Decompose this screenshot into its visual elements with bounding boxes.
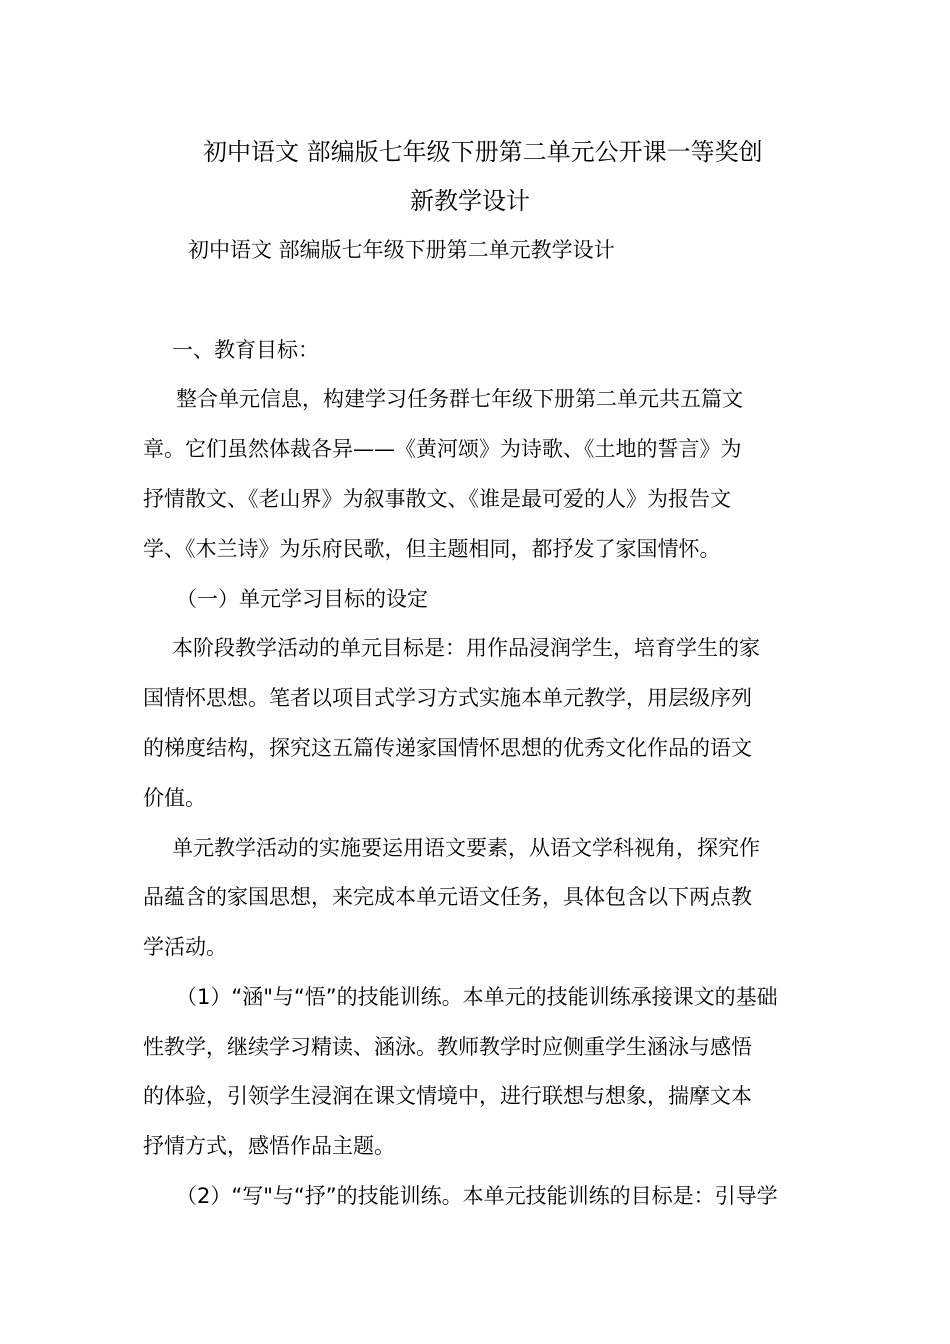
document-subtitle: 初中语文 部编版七年级下册第二单元教学设计 xyxy=(188,238,615,262)
paragraph-line: 性教学，继续学习精读、涵泳。教师教学时应侧重学生涵泳与感悟 xyxy=(143,1035,752,1059)
paragraph-line: 价值。 xyxy=(143,786,206,810)
paragraph-line: 本阶段教学活动的单元目标是：用作品浸润学生，培育学生的家 xyxy=(172,636,760,660)
paragraph-line: 的梯度结构，探究这五篇传递家国情怀思想的优秀文化作品的语文 xyxy=(143,736,752,760)
paragraph-line: 抒情散文、《老山界》为叙事散文、《谁是最可爱的人》为报告文 xyxy=(143,487,731,511)
paragraph-line: 整合单元信息，构建学习任务群七年级下册第二单元共五篇文 xyxy=(176,387,743,411)
paragraph-line: 学、《木兰诗》为乐府民歌，但主题相同，都抒发了家国情怀。 xyxy=(143,537,721,561)
paragraph-line: 学活动。 xyxy=(143,935,227,959)
paragraph-line: 的体验，引领学生浸润在课文情境中，进行联想与想象，揣摩文本 xyxy=(143,1084,752,1108)
document-title-line-2: 新教学设计 xyxy=(410,187,530,215)
paragraph-line: （2）“写"与“抒”的技能训练。本单元技能训练的目标是：引导学 xyxy=(176,1184,778,1208)
paragraph-line: 单元教学活动的实施要运用语文要素，从语文学科视角，探究作 xyxy=(172,836,760,860)
document-title-line-1: 初中语文 部编版七年级下册第二单元公开课一等奖创 xyxy=(203,138,763,166)
paragraph-line: 章。它们虽然体裁各异——《黄河颂》为诗歌、《土地的誓言》为 xyxy=(143,437,742,461)
sub-heading-unit-goals: （一）单元学习目标的设定 xyxy=(176,587,428,611)
paragraph-line: 国情怀思想。笔者以项目式学习方式实施本单元教学，用层级序列 xyxy=(143,686,752,710)
paragraph-line: （1）“涵"与“悟”的技能训练。本单元的技能训练承接课文的基础 xyxy=(176,985,778,1009)
paragraph-line: 抒情方式，感悟作品主题。 xyxy=(143,1134,395,1158)
section-heading-education-goals: 一、教育目标： xyxy=(172,338,319,362)
paragraph-line: 品蕴含的家国思想，来完成本单元语文任务，具体包含以下两点教 xyxy=(143,885,752,909)
